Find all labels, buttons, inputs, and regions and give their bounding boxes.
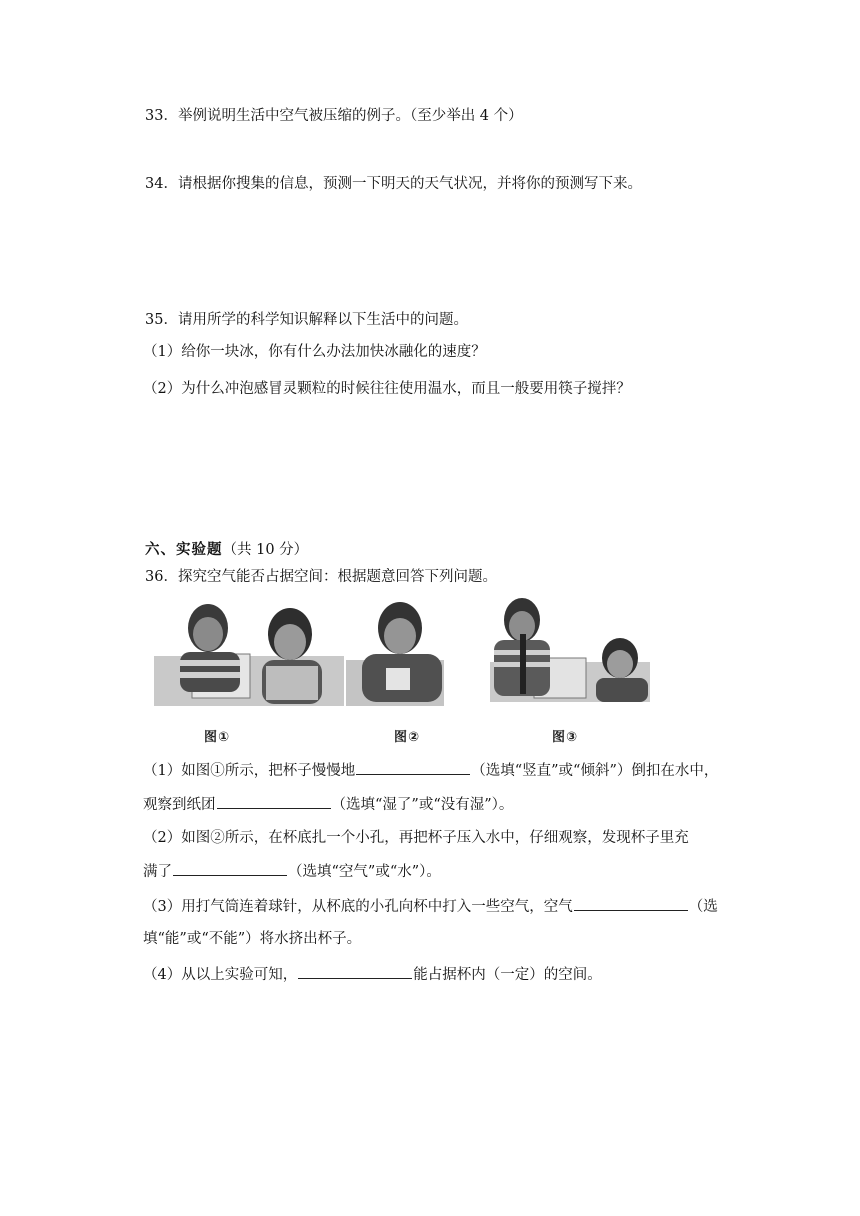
section-6-title: 六、实验题 [145,542,223,558]
experiment-photo [150,598,660,708]
figure-3-caption: 图③ [552,730,579,745]
part1b-text-after-blank: （选填“湿了”或“没有湿”）。 [331,797,514,813]
answer-blank-1[interactable] [356,759,470,775]
part3-text-after-blank: （选 [688,899,718,915]
section-6-heading [145,540,308,560]
part1-text-before-blank: （1）如图①所示，把杯子慢慢地 [143,763,356,779]
part2-text-before-blank: 满了 [143,864,172,880]
question-36-part1-line1 [143,759,718,781]
part4-text-after-blank: 能占据杯内（一定）的空间。 [413,967,602,983]
question-33: 33．举例说明生活中空气被压缩的例子。（至少举出 4 个） [145,108,523,124]
figure-1-caption: 图① [204,730,231,745]
experiment-figures [150,598,660,748]
question-36-part1-line2 [143,793,513,815]
question-36-part4 [143,963,602,985]
part4-text-before-blank: （4）从以上实验可知， [143,967,298,983]
question-36-stem: 36．探究空气能否占据空间：根据题意回答下列问题。 [145,569,497,585]
answer-blank-4[interactable] [574,895,688,911]
question-35-stem: 35．请用所学的科学知识解释以下生活中的问题。 [145,312,468,328]
part1-text-after-blank: （选填“竖直”或“倾斜”）倒扣在水中， [471,763,719,779]
question-36-part3-line2: 填“能”或“不能”）将水挤出杯子。 [143,931,362,947]
answer-blank-2[interactable] [217,793,331,809]
question-35-sub1: （1）给你一块冰，你有什么办法加快冰融化的速度？ [143,344,486,360]
answer-blank-5[interactable] [298,963,412,979]
section-6-points: （共 10 分） [222,542,309,558]
answer-blank-3[interactable] [173,860,287,876]
part3-text-before-blank: （3）用打气筒连着球针，从杯底的小孔向杯中打入一些空气，空气 [143,899,573,915]
question-35-sub2: （2）为什么冲泡感冒灵颗粒的时候往往使用温水，而且一般要用筷子搅拌？ [143,381,631,397]
question-36-part3-line1 [143,895,718,917]
figure-2-caption: 图② [394,730,421,745]
part1b-text-before-blank: 观察到纸团 [143,797,216,813]
part2-text-after-blank: （选填“空气”或“水”）。 [288,864,441,880]
question-34: 34．请根据你搜集的信息，预测一下明天的天气状况，并将你的预测写下来。 [145,176,642,192]
question-36-part2-line1: （2）如图②所示，在杯底扎一个小孔，再把杯子压入水中，仔细观察，发现杯子里充 [143,830,689,846]
question-36-part2-line2 [143,860,441,882]
